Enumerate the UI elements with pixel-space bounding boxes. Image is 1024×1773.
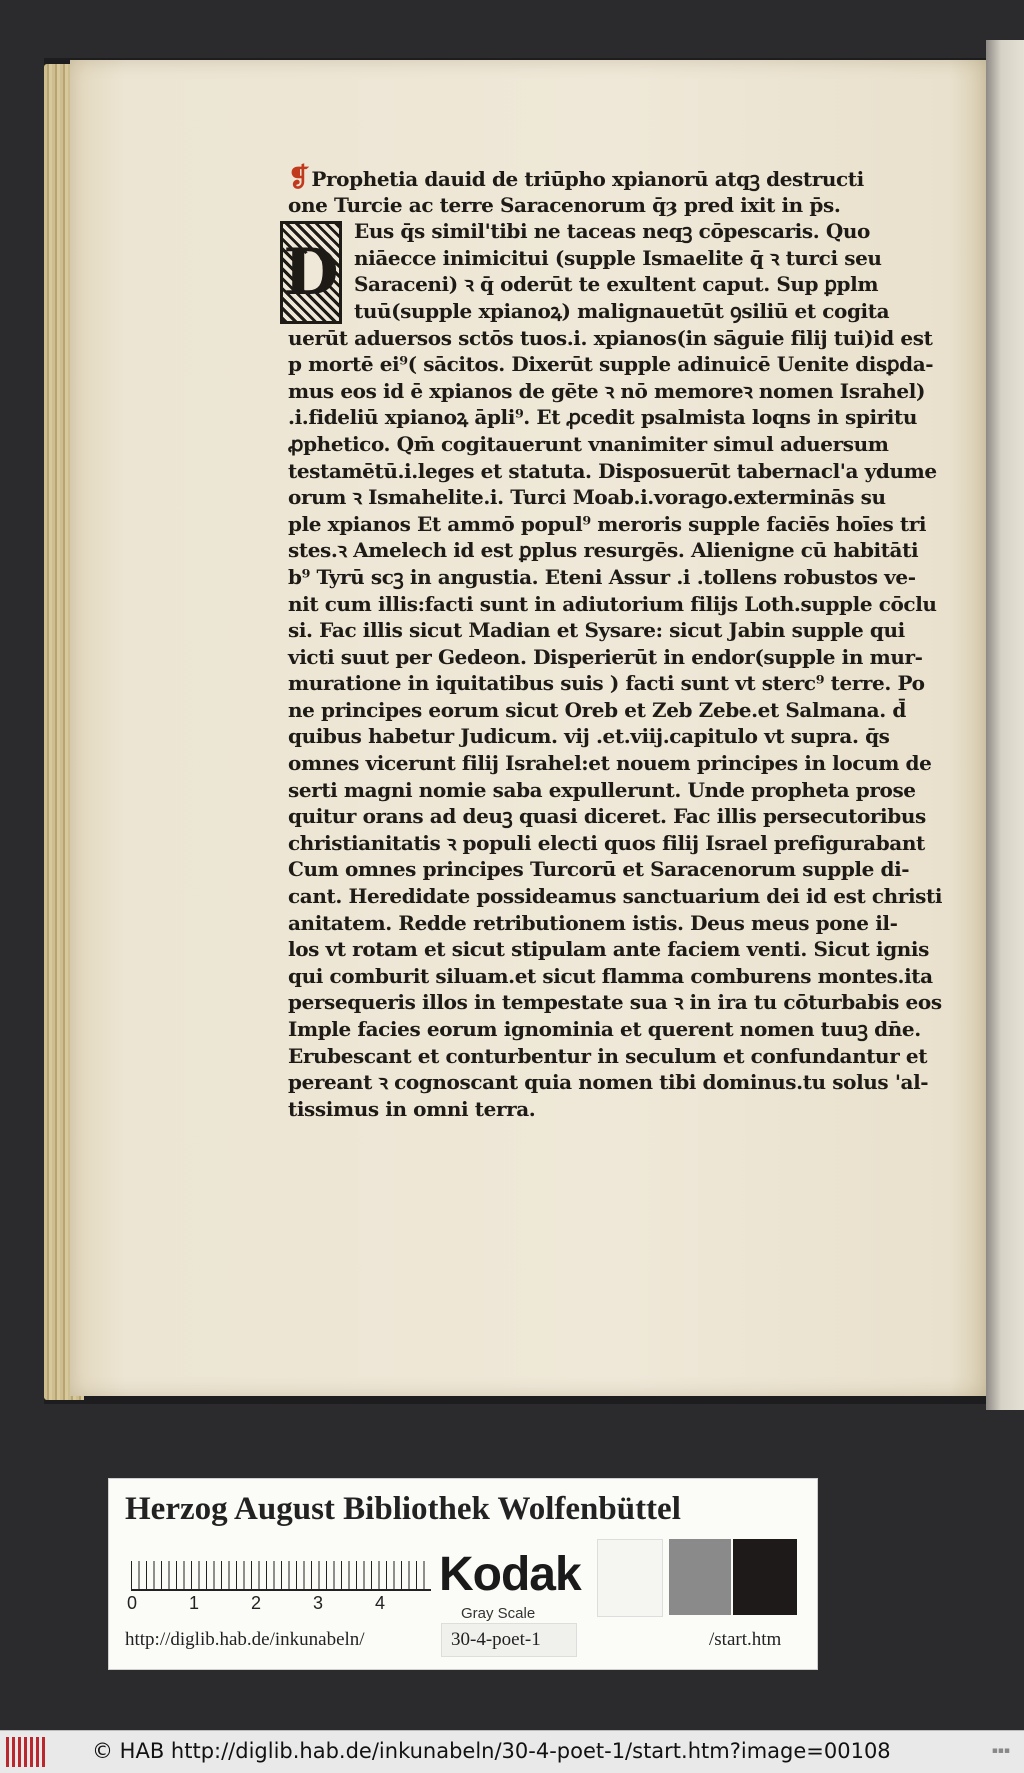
decorated-initial (280, 221, 342, 324)
status-marker: ▪▪▪ (991, 1746, 1010, 1756)
text-line (288, 245, 988, 272)
line-text: Cum omnes principes Turcorū et Saracenorum supple di- (288, 857, 910, 882)
line-text: tuū(supple xpianoꝝ) malignauetūt ꝯsiliū et cogita (354, 298, 890, 323)
line-text: Prophetia dauid de triūpho xpianorū atqꝫ destructi (311, 167, 864, 191)
text-line (288, 830, 988, 857)
line-text: p mortē ei⁹( sācitos. Dixerūt supple adinuicē Uenite disꝑda- (288, 352, 934, 377)
text-line (288, 458, 988, 485)
text-line (288, 378, 988, 405)
text-line (288, 564, 988, 591)
text-line (288, 670, 988, 697)
text-line (288, 936, 988, 963)
pilcrow-icon: ❡ (288, 163, 310, 193)
line-text: tissimus in omni terra. (288, 1096, 536, 1121)
line-text: quibus habetur Judicum. vij .et.viij.capitulo vt supra. q̄s (288, 724, 890, 749)
card-url-mid: 30-4-poet-1 (451, 1629, 541, 1650)
text-line (288, 883, 988, 910)
line-text: .i.fideliū xpianoꝝ āpli⁹. Et ꝓcedit psalmista loqns in spiritu (288, 405, 917, 430)
text-line (288, 617, 988, 644)
text-line (288, 1096, 988, 1123)
line-text: quitur orans ad deuꝫ quasi diceret. Fac illis persecutoribus (288, 804, 926, 829)
line-text: b⁹ Tyrū scꝫ in angustia. Eteni Assur .i .tollens robustos ve- (288, 564, 916, 589)
line-text: orum ꝛ Ismahelite.i. Turci Moab.i.vorago.exterminās su (288, 485, 886, 510)
line-text: omnes vicerunt filij Israhel:et nouem principes in locum de (288, 751, 932, 776)
text-line (288, 404, 988, 431)
line-text: christianitatis ꝛ populi electi quos filij Israel prefigurabant (288, 830, 925, 855)
status-url-link[interactable]: © HAB http://diglib.hab.de/inkunabeln/30-4-poet-1/start.htm?image=00108 (92, 1739, 891, 1763)
text-line (288, 484, 988, 511)
line-text: uerūt aduersos sctōs tuos.i. xpianos(in sāguie filij tui)id est (288, 325, 933, 350)
line-text: stes.ꝛ Amelech id est ꝑplus resurgēs. Alienigne cū habitāti (288, 538, 919, 563)
line-text: si. Fac illis sicut Madian et Sysare: sicut Jabin supple qui (288, 618, 905, 643)
line-text: niāecce inimicitui (supple Ismaelite q̄ ꝛ turci seu (354, 245, 882, 270)
text-line (288, 723, 988, 750)
kodak-brand: Kodak (439, 1548, 581, 1601)
text-line (288, 271, 988, 298)
text-line (288, 803, 988, 830)
line-text: Eus q̄s simil'tibi ne taceas neqꝫ cōpescaris. Quo (354, 219, 870, 244)
line-text: victi suut per Gedeon. Disperierūt in endor(supple in mur- (288, 644, 923, 669)
text-line (288, 644, 988, 671)
line-text: ple xpianos Et ammō popul⁹ meroris supple faciēs hoīes tri (288, 511, 927, 536)
card-url-left: http://diglib.hab.de/inkunabeln/ (125, 1629, 365, 1650)
text-line (288, 165, 988, 192)
text-line (288, 989, 988, 1016)
card-url-right: /start.htm (709, 1629, 782, 1650)
ruler-number: 1 (189, 1593, 200, 1613)
text-line (288, 537, 988, 564)
text-line (288, 351, 988, 378)
line-text: Erubescant et conturbentur in seculum et confundantur et (288, 1043, 928, 1068)
text-line (288, 591, 988, 618)
text-line (288, 431, 988, 458)
line-text: pereant ꝛ cognoscant quia nomen tibi dominus.tu solus 'al- (288, 1070, 929, 1095)
book-page (70, 60, 986, 1396)
text-line (288, 298, 988, 325)
ruler-number: 3 (313, 1593, 324, 1613)
status-bar (0, 1730, 1024, 1773)
line-text: cant. Heredidate possideamus sanctuarium dei id est christi (288, 884, 943, 909)
line-text: persequeris illos in tempestate sua ꝛ in ira tu cōturbabis eos (288, 990, 942, 1015)
line-text: ꝓphetico. Qm̄ cogitauerunt vnanimiter simul aduersum (288, 431, 889, 456)
ruler-number: 2 (251, 1593, 262, 1613)
text-line (288, 856, 988, 883)
line-text: serti magni nomie saba expullerunt. Unde propheta prose (288, 777, 916, 802)
line-text: ne principes eorum sicut Oreb et Zeb Zebe.et Salmana. d̄ (288, 697, 906, 722)
line-text: one Turcie ac terre Saracenorum q̄ȝ pred ixit in p̄s. (288, 192, 841, 217)
black-swatch (733, 1539, 797, 1615)
kodak-logo (431, 1539, 581, 1627)
line-text: anitatem. Redde retributionem istis. Deus meus pone il- (288, 910, 898, 935)
text-line (288, 192, 988, 219)
ruler-scale (131, 1547, 431, 1591)
text-line (288, 750, 988, 777)
line-text: muratione in iquitatibus suis ) facti sunt vt sterc⁹ terre. Po (288, 671, 925, 696)
white-swatch (597, 1539, 663, 1617)
text-block (283, 163, 988, 1122)
text-line (288, 963, 988, 990)
hab-logo-icon (6, 1737, 46, 1767)
ruler-number: 0 (127, 1593, 138, 1613)
line-text: Imple facies eorum ignominia et querent nomen tuuꝫ dn̄e. (288, 1017, 921, 1041)
line-text: qui comburit siluam.et sicut flamma comburens montes.ita (288, 963, 933, 988)
line-text: nit cum illis:facti sunt in adiutorium filijs Loth.supple cōclu (288, 591, 937, 616)
gray-swatch (669, 1539, 731, 1615)
text-line (288, 777, 988, 804)
line-text: los vt rotam et sicut stipulam ante faciem venti. Sicut ignis (288, 937, 929, 962)
text-line (288, 697, 988, 724)
text-line (288, 910, 988, 937)
line-text: mus eos id ē xpianos de gēte ꝛ nō memoreꝛ nomen Israhel) (288, 378, 926, 403)
text-line (288, 1043, 988, 1070)
card-title: Herzog August Bibliothek Wolfenbüttel (125, 1491, 681, 1527)
next-page-edge (986, 40, 1024, 1410)
line-text: Saraceni) ꝛ q̄ oderūt te exultent caput. Sup ꝑplm (354, 272, 879, 297)
text-line (288, 325, 988, 352)
text-line (288, 218, 988, 245)
text-line (288, 1069, 988, 1096)
color-calibration-card (108, 1478, 818, 1670)
kodak-subtitle: Gray Scale (461, 1605, 536, 1622)
text-line (288, 1016, 988, 1043)
ruler-number: 4 (375, 1593, 386, 1613)
initial-letter: D (283, 235, 339, 310)
text-line (288, 511, 988, 538)
line-text: testamētū.i.leges et statuta. Disposuerūt tabernacl'a ydume (288, 458, 937, 483)
